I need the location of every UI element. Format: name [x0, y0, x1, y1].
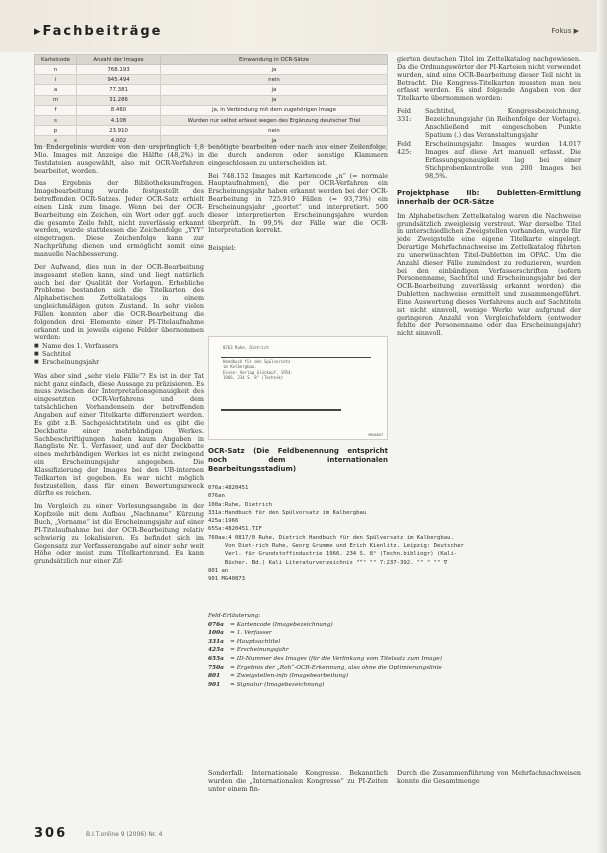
- field-text: Sachtitel, Kongressbezeichnung, Bezeichnungsjahr (in Reihenfolge der Vorlage). Anschließend mit eingeschoben Punkte Spatium (.) das Veranstaltungsjahr: [425, 107, 581, 139]
- paragraph: Im Vergleich zu einer Vorlesungsangabe in der Kopfzeile mit dem Aufbau „Nachname“ Kürzung Buch, „Vorname“ ist die Erscheinungsjahr auf einer PI-Titelaufnahme bei der OCR-Bearbeitung relativ schwierig zu lokalisieren. Es befindet sich im Gegensatz zur Verfasserangabe auf einer sehr weit Höhe oder meist zum Titelkartenrand. Es kann grundsätzlich nur einer Zif-: [34, 502, 204, 566]
- field-label: Feld 425:: [397, 140, 412, 157]
- card-id: M00487: [368, 433, 383, 437]
- field-code: 331a: [208, 638, 224, 645]
- field-legend-item: [208, 621, 588, 630]
- field-description: = Kartencode (Imagebezeichnung): [230, 621, 333, 628]
- paragraph: Bei 748.152 Images mit Kartencode „n“ (= normale Hauptaufnahmen), die per OCR-Verfahren ein Erscheinungsjahr haben erkannt werden bei der OCR-Bearbeitung in 725.910 Fällen (= 93,73%) ein Erscheinungsjahr „geortet“ und interpretiert. 500 dieser interpretierten Erscheinungsjahre wurden überprüft. In 99,5% der Fälle war die OCR-Interpretation korrekt.: [208, 171, 388, 235]
- page-gutter: [597, 0, 607, 853]
- column-1: [34, 144, 204, 571]
- table-cell: i: [35, 75, 77, 85]
- list-item: ■ Erscheinungsjahr: [34, 359, 204, 367]
- table-cell: 4.002: [77, 136, 161, 146]
- card-line: Essen: Verlag Glückauf, 1954.: [223, 369, 293, 375]
- table-row: [35, 95, 388, 105]
- card-code-table: [34, 54, 388, 147]
- list-item: ■ Sachtitel: [34, 351, 204, 359]
- field-code: 425a: [208, 647, 224, 654]
- journal-reference: B.I.T.online 9 (2006) Nr. 4: [86, 831, 163, 838]
- ocr-line: 331a:Handbuch für den Spülvorsatz im Kalbergbau: [208, 509, 367, 516]
- table-row: [35, 65, 388, 75]
- field-code: 100a: [208, 630, 224, 637]
- field-description: = Ergebnis der „Roh“-OCR-Erkennung, also ohne die Optimierungslinie: [230, 664, 442, 671]
- ocr-line: 655a:4820451.TIF: [208, 526, 262, 533]
- table-row: [35, 85, 388, 95]
- table-cell: nein: [161, 126, 388, 136]
- field-description: = Zweigstellen-info (Imagebearbeitung): [230, 673, 349, 680]
- table-cell: 768.193: [77, 65, 161, 75]
- field-entry: [397, 141, 581, 180]
- table-cell: ja: [161, 85, 388, 95]
- section-title: ▸Fachbeiträge: [34, 24, 163, 39]
- footer: [0, 818, 607, 853]
- bullet-list: [34, 343, 204, 367]
- field-description: = Hauptsachtitel: [230, 638, 281, 645]
- field-description: = 1. Verfasser: [230, 630, 272, 637]
- column-2-bottom: [208, 770, 388, 799]
- field-code: 801: [208, 673, 221, 680]
- table-cell: ja: [161, 65, 388, 75]
- caption: OCR-Satz (Die Feldbenennung entspricht noch dem internationalen Bearbeitungsstadium): [208, 447, 388, 473]
- ocr-record: [208, 484, 578, 584]
- ocr-line: 076a:4820451: [208, 485, 249, 491]
- table-cell: m: [35, 95, 77, 105]
- title-card-image: [208, 336, 388, 440]
- column-3: [397, 56, 581, 343]
- table-cell: a: [35, 85, 77, 95]
- table-cell: 77.381: [77, 85, 161, 95]
- table-row: [35, 115, 388, 125]
- field-code: 076a: [208, 621, 224, 628]
- table-row: [35, 126, 388, 136]
- field-legend-item: [208, 672, 588, 681]
- field-legend-item: [208, 629, 588, 638]
- ocr-line: 801 an: [208, 567, 229, 574]
- table-cell: s: [35, 115, 77, 125]
- column-3-bottom: [397, 770, 581, 791]
- ocr-line: 901 MG40873: [208, 576, 246, 583]
- table-header: Anzahl der Images: [77, 55, 161, 65]
- column-2: [208, 144, 388, 258]
- card-line: 0763 Ruhe, Dietrich: [223, 345, 269, 350]
- table-cell: ja, in Verbindung mit dem zugehörigen Image: [161, 105, 388, 115]
- field-code: 750a: [208, 664, 224, 671]
- example-label: Beispiel:: [208, 244, 236, 253]
- ocr-line: Verl. für Grundstoffindustrie 1966. 234 S. 8° (Techn.bibliogr) (Kali-: [208, 551, 458, 558]
- paragraph: Sonderfall: Internationale Kongresse. Bekanntlich wurden die „Internationalen Kongresse“ zu PI-Zeiten unter einem fin-: [208, 769, 388, 793]
- paragraph: Durch die Zusammenführung von Mehrfachnachweisen konnte die Gesamtmenge: [397, 769, 581, 785]
- field-description: = ID-Nummer des Images (für die Verlinkung vom Titelsatz zum Image): [230, 655, 442, 662]
- table-cell: nein: [161, 75, 388, 85]
- table-cell: f: [35, 105, 77, 115]
- page-number: 306: [34, 826, 68, 841]
- table-cell: 23.910: [77, 126, 161, 136]
- paragraph: Im Alphabetischen Zettelkatalog waren die Nachweise grundsätzlich zweigleisig verstreut. War derselbe Titel in unterschiedlichen Zweigstellen vorhanden, wurde für jede Zweigstelle eine eigene Titelkarte eingelegt. Derartige Mehrfachnachweise im Zettelkatalog führten zu unerwünschten Titel-Dubletten im OPAC. Um die Anzahl dieser Fälle zumindest zu reduzieren, wurden bei den einbändigen Verfasserschriften (sofern Personenname, Sachtitel und Erscheinungsjahr bei der OCR-Bearbeitung zuverlässig erkannt worden) die Dubletten nachweise ermittelt und zusammengeführt. Eine Auswertung dieses Verfahrens auch auf Sachtiteln ist nicht sinnvoll, wenige Werke war aufgrund der geringeren Anzahl von Vergleichsfeldern (entweder fehlte der Personenname oder das Erscheinungsjahr) nicht sinnvoll.: [397, 211, 581, 338]
- field-legend-item: [208, 664, 588, 673]
- table-header: Karteicode: [35, 55, 77, 65]
- card-line: 1966. 234 S. 8° (Technik): [223, 375, 284, 381]
- field-description: = Signatur (Imagebezeichnung): [230, 681, 325, 688]
- ocr-line: 100a:Ruhe, Dietrich: [208, 501, 272, 508]
- table-cell: 31.286: [77, 95, 161, 105]
- field-text: Erscheinungsjahr. Images wurden 14.017 Images auf diese Art manuell erfasst. Die Erfassungsgenauigkeit lag bei einer Stichprobenkontrolle von 200 Images bei 98,5%.: [425, 140, 581, 180]
- paragraph: Im Endergebnis wurden von den ursprünglich 1,8 Mio. Images mit Anzeige die Hälfte (48,2%) in Testdateien ausgewählt, also mit OCR-Verfahren bearbeitet, worden.: [34, 143, 204, 175]
- field-description: = Erscheinungsjahr: [230, 647, 289, 654]
- field-legend-item: [208, 655, 588, 664]
- table-header: Einwandung in OCR-Sätze: [161, 55, 388, 65]
- card-line: Handbuch für den Spülvorsetz: [223, 358, 291, 364]
- field-code: 901: [208, 681, 221, 688]
- table-cell: ja: [161, 136, 388, 146]
- paragraph: gierten deutschen Titel im Zettelkatalog nachgewiesen. Da die Ordnungswörter der PI-Karteien nicht verwendet wurden, sind eine OCR-Bearbeitung dieser Teil nicht in Betracht. Die Kongress-Titelkarten mussten man neu erfasst werden. Es sind folgende Angaben von der Titelkarte übernommen worden:: [397, 55, 581, 103]
- field-code: 655a: [208, 655, 224, 662]
- paragraph: Was aber sind „sehr viele Fälle“? Es ist in der Tat nicht ganz einfach, diese Aussage zu präzisieren. Es muss zwischen der Interpretationsgenauigkeit des eingesetzten OCR-Verfahrens und dem tatsächlichen Vorhandensein der betreffenden Angaben auf einer Titelkarte differenziert werden. Es gibt z.B. Sachgesichtstiteln und es gibt die Deckbatte einer mehrbändigen Werkes. Sachbeschriftigungen haben kaum Angaben in Rangliste Nr. 1. Verfasser, und auf der Deckbatte eines mehrbändigen Werkes ist es nicht zwingend ein Erscheinungsjahr angegeben. Die Klassifizierung der Images bei den UB-internen Teilkarten ist gegeben. Es war nicht möglich festzustellen, dass für einen Bewertungszweck dürfte es reichen.: [34, 371, 204, 498]
- field-legend-title: Feld-Erläuterung:: [208, 613, 261, 619]
- list-item: ■ Name des 1. Verfassers: [34, 343, 204, 351]
- card-text: [223, 345, 375, 381]
- paragraph: Der Aufwand, dies nun in der OCR-Bearbeitung insgesamt stellen kann, sind und liegt natürlich auch bei der Qualität der Vorlagen. Erhebliche Probleme bestanden sich die Titelkarten des Alphabetischen Zettelkatalogs in einem ungleichmäßigen guten Zustand. In sehr vielen Fällen konnten aber die OCR-Bearbeitung die folgenden drei Elemente einer PI-Titelaufnahme erkannt und in jeweils eigene Felder übernommen werden:: [34, 262, 204, 342]
- ocr-line: Bücher. Bd.) Kali Literaturverzeichnis """ "" 7:237-392. "" " "" ∇: [208, 559, 448, 566]
- table-cell: p: [35, 126, 77, 136]
- column-2-lower: [208, 447, 388, 480]
- field-legend-item: [208, 681, 588, 690]
- card-rule: [221, 409, 341, 411]
- field-legend: [208, 612, 588, 689]
- corner-label: Fokus ▶: [551, 27, 579, 35]
- table-row: [35, 75, 388, 85]
- ocr-line: 425a:1966: [208, 518, 239, 525]
- field-label: Feld 331:: [397, 107, 412, 123]
- table-cell: x: [35, 136, 77, 146]
- paragraph: Das Ergebnis der Bibliotheksumfragen. Imagebearbeitung wurde festgestellt des betreffenden OCR-Satzes. Jeder OCR-Satz erhielt einen Link zum Image. Wenn bei der OCR-Bearbeitung ein Zeichen, ein Wort oder ggf. auch die gesamte Zeile fehlt, nicht zuverlässig erkannt werden, wurde stattdessen die Zeichenfolge „YYY“ eingetragen. Diese Zeichenfolge kann zur Nachprüfung dienen und ermöglicht somit eine manuelle Nachbesserung.: [34, 179, 204, 258]
- table-row: [35, 105, 388, 115]
- table-cell: ja: [161, 95, 388, 105]
- table-cell: Wurden nur selbst erfasst wegen des Ergänzung deutscher Titel: [161, 115, 388, 125]
- field-legend-item: [208, 638, 588, 647]
- paragraph: benötigte bearbeiten oder nach aus einer Zeilenfolge, die durch anderen oder sonstige Klammern eingeschlossen zu unterscheiden ist.: [208, 143, 388, 167]
- card-line: im Kelbergbau.: [223, 364, 257, 370]
- field-entry: [397, 108, 581, 139]
- ocr-line: 076an: [208, 493, 225, 500]
- table-cell: 4.108: [77, 115, 161, 125]
- ocr-line: Von Diet-rich Ruhe, Georg Grumme und Erich Kienlitz. Leipzig: Deutscher: [208, 543, 464, 550]
- table-cell: 945.494: [77, 75, 161, 85]
- subheading: Projektphase IIb: Dubletten-Ermittlung innerhalb der OCR-Sätze: [397, 188, 581, 206]
- table-cell: n: [35, 65, 77, 75]
- ocr-line: 760aa:4 0817/0 Ruhe, Dietrich Handbuch für den Spülversatz im Kalbergbau.: [208, 534, 454, 541]
- table-cell: 8.460: [77, 105, 161, 115]
- field-legend-item: [208, 646, 588, 655]
